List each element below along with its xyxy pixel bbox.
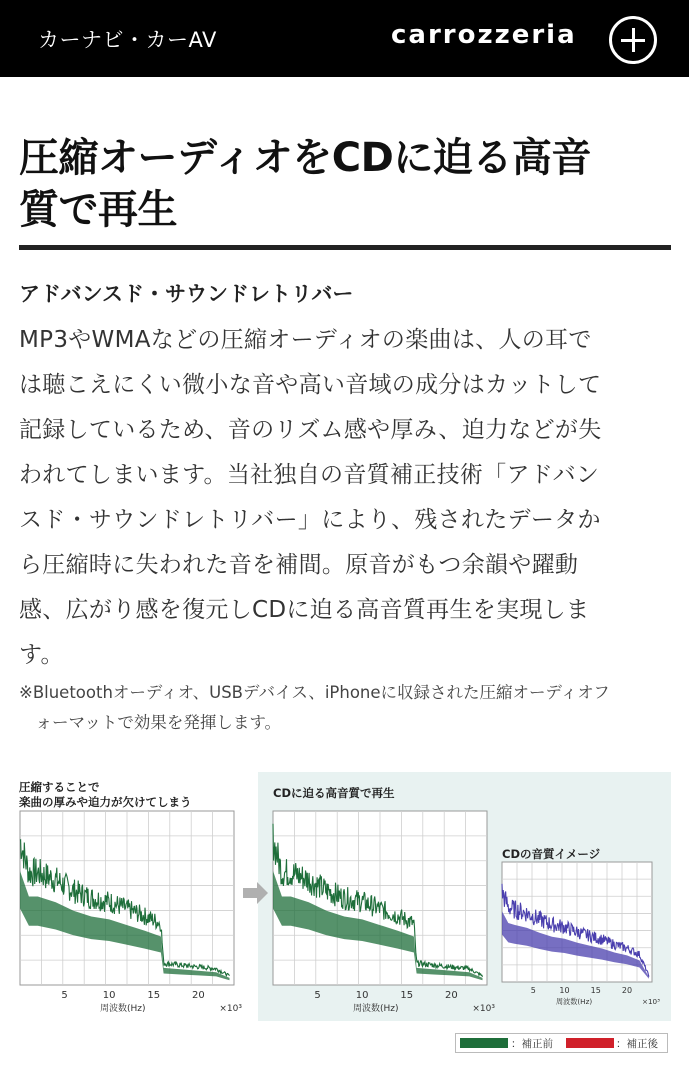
legend [455, 1033, 668, 1053]
cd-tick-label: 10 [559, 986, 570, 995]
body-line: 感、広がり感を復元しCDに迫る高音質再生を実現しま [19, 597, 590, 623]
body-line: ら圧縮時に失われた音を補間。原音がもつ余韻や躍動 [19, 552, 579, 578]
brand-logo[interactable]: carrozzeria [391, 20, 577, 50]
chart-after [273, 811, 495, 1014]
cd-xlabel: 周波数(Hz) [555, 997, 593, 1006]
cd-tick-label: 20 [621, 986, 633, 995]
arrow-icon [243, 882, 268, 904]
before-tick-label: 10 [102, 990, 116, 1001]
after-tick-label: 20 [444, 990, 458, 1001]
cd-caption: CDの音質イメージ [502, 847, 601, 861]
after-caption: CDに迫る高音質で再生 [273, 786, 395, 800]
before-tick-label: 20 [191, 990, 205, 1001]
before-tick-label: 15 [147, 990, 161, 1001]
before-xlabel: 周波数(Hz) [99, 1004, 146, 1014]
after-tick-label: 5 [314, 990, 321, 1001]
after-x-unit: ×10³ [472, 1004, 495, 1014]
legend-swatch-after [566, 1038, 614, 1048]
legend-label-after: ：補正後 [616, 1038, 658, 1050]
chart-before [20, 811, 242, 1014]
body-line: は聴こえにくい微小な音や高い音域の成分はカットして [19, 372, 602, 398]
before-x-unit: ×10³ [219, 1004, 242, 1014]
body-line: 記録しているため、音のリズム感や厚み、迫力などが失 [19, 417, 602, 443]
cd-tick-label: 15 [590, 986, 601, 995]
after-tick-label: 15 [400, 990, 414, 1001]
body-line: スド・サウンドレトリバー」により、残されたデータか [19, 507, 601, 533]
after-xlabel: 周波数(Hz) [352, 1004, 399, 1014]
section-subheading: アドバンスド・サウンドレトリバー [19, 282, 354, 306]
body-line: MP3やWMAなどの圧縮オーディオの楽曲は、人の耳で [19, 327, 592, 353]
after-tick-label: 10 [355, 990, 369, 1001]
legend-label-before: ：補正前 [511, 1038, 553, 1050]
before-caption-line1: 圧縮することで [19, 780, 100, 794]
before-tick-label: 5 [61, 990, 68, 1001]
cd-tick-label: 5 [530, 986, 536, 995]
before-caption-line2: 楽曲の厚みや迫力が欠けてしまう [19, 795, 192, 809]
body-line: す。 [19, 642, 64, 668]
footnote-line: ※Bluetoothオーディオ、USBデバイス、iPhoneに収録された圧縮オーディオフ [19, 683, 610, 702]
page-title-line2: 質で再生 [19, 187, 177, 233]
chart-cd [502, 862, 660, 1006]
cd-x-unit: ×10³ [641, 997, 660, 1006]
breadcrumb-category[interactable]: カーナビ・カーAV [38, 28, 217, 52]
legend-swatch-before [460, 1038, 508, 1048]
page-title-line1: 圧縮オーディオをCDに迫る高音 [19, 135, 591, 181]
footnote-line: ォーマットで効果を発揮します。 [19, 713, 282, 732]
body-line: われてしまいます。当社独自の音質補正技術「アドバン [19, 462, 600, 488]
